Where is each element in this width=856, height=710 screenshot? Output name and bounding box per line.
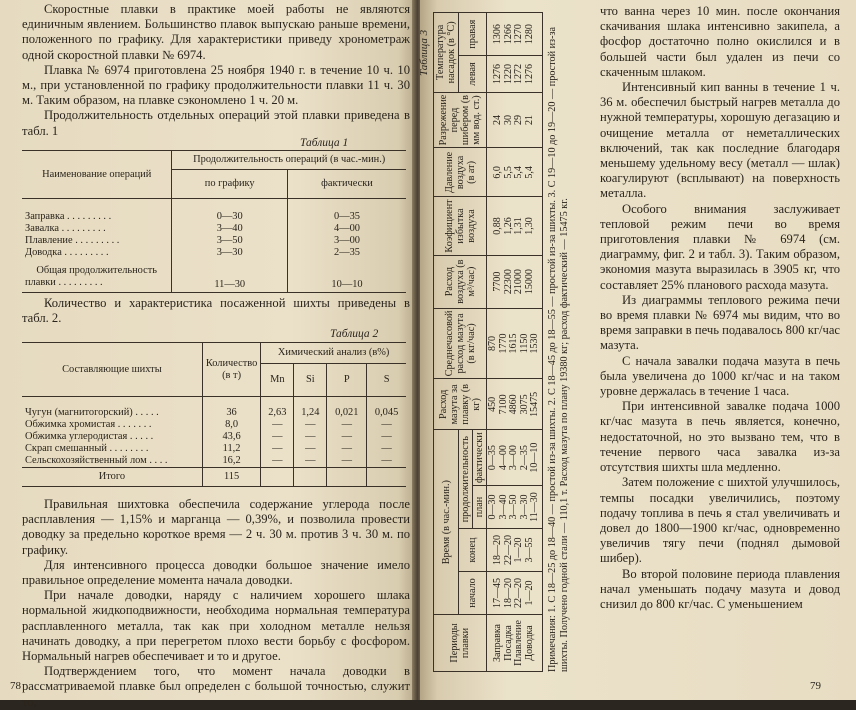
paragraph: При начале доводки, наряду с наличием хорошего шлака нормальной жидкоподвижности, необходима нормальная температура расплавленного металла, так как при холодном металле нельзя начинать доводку, а при перегретом плохо вести борьбу с фосфором. Нормальный нагрев обеспечивает и то и другое. — [22, 588, 410, 664]
paragraph: Для интенсивного процесса доводки большое значение имело правильное определение момента начала доводки. — [22, 557, 410, 588]
table-row: Завалка . . . . . . . . . 3—40 4—00 — [22, 223, 406, 235]
table3-caption: Таблица 3 — [418, 29, 430, 76]
paragraph: что ванна через 10 мин. после окончания скачивания шлака интенсивно закипела, а фосфор достаточно полно окислился и в большей части был удален из печи со скаченным шлаком. — [600, 4, 840, 79]
left-page-bottom-text — [22, 497, 410, 710]
table1: Наименование операций Продолжительность операций (в час.-мин.) по графику фактически Заправка . . . . . . . . . 0—30 0—35 Завалка . . . . . . . . . 3—40 4—00 Плавление . . . . . . . . . 3—50 3—00 Доводка . . . . . . . . . 3—30 2—35 Общая продолжительность плавки . . . . . . . . . 11—30 10—10 — [22, 150, 406, 293]
paragraph: При интенсивной завалке подача 1000 кг/час мазута в печь является, конечно, недостаточной, но это вызвано тем, что в течение первого часа завалка из-за отсутствия шихты шла медленно. — [600, 399, 840, 475]
right-page-text — [600, 4, 840, 612]
left-page — [0, 0, 415, 709]
table-row: Обжимка хромистая . . . . . . . 8,0 — — — — — [22, 419, 406, 431]
page-number-right: 79 — [810, 680, 821, 692]
paragraph: Затем положение с шихтой улучшилось, темпы посадки увеличились, поэтому подачу топлива в печь я стал увеличивать и довел до 1800—1900 кг/час, одновременно увеличив тягу печи (поднял дымовой шибер). — [600, 475, 840, 566]
table1-header-group: Продолжительность операций (в час.-мин.) — [172, 151, 406, 170]
table1-header-plan: по графику — [172, 170, 288, 199]
table-row: Чугун (магнитогорский) . . . . . 36 2,63 1,24 0,021 0,045 — [22, 407, 406, 419]
paragraph: Из диаграммы теплового режима печи во время плавки № 6974 мы видим, что во время заправки в печь подавалось 800 кг/час мазута. — [600, 292, 840, 353]
table-row: Плавление . . . . . . . . . 3—50 3—00 — [22, 235, 406, 247]
table-row: Заправка . . . . . . . . . 0—30 0—35 — [22, 211, 406, 223]
paragraph: Интенсивный кип ванны в течение 1 ч. 36 м. обеспечил быстрый нагрев металла до нужной температуры, хорошую дегазацию и очищение металла от неметаллических включений, так как последние благодаря меньшему удельному весу (металл — шлак) коагулируют (всплывают) на поверхность металла. — [600, 80, 840, 201]
table1-header-fact: фактически — [288, 170, 406, 199]
paragraph: Скоростные плавки в практике моей работы не являются единичным явлением. Большинство плавок выпускаю раньше времени, положенного по графику. Для характеристики приведу хронометраж одной скоростной плавки № 6974. — [22, 2, 410, 62]
left-page-top-text — [22, 2, 410, 139]
table-row: плавки . . . . . . . . . 11—30 10—10 — [22, 277, 406, 293]
table-row: Обжимка углеродистая . . . . . 43,6 — — — — — [22, 431, 406, 443]
paragraph: Во второй половине периода плавления начал уменьшать подачу мазута и довод снизил до 800 кг/час. С уменьшением — [600, 566, 840, 611]
table2: Составляющие шихты Количество (в т) Химический анализ (в%) Mn Si P S Чугун (магнитогорский) . . . . . 36 2,63 1,24 0,021 0,045 Обжимка хромистая . . . . . . . 8,0 — — — — Обжимка углеродистая . . . . . 43,6 — — — — Скрап смешанный . . . . . . . . 11,2 — — — — Сельскохозяйственный лом . . . . 16,2 — — — — Итого 115 — [22, 342, 406, 487]
table3-rotated-wrapper — [418, 4, 598, 676]
paragraph: Подтверждением того, что момент начала доводки в рассматриваемой плавке был определен с большой точностью, служит то, — [22, 664, 410, 709]
table2-caption: Таблица 2 — [330, 328, 379, 340]
paragraph: Правильная шихтовка обеспечила содержание углерода после расплавления — 1,15% и марганца — 0,39%, и позволила провести доводку за предельно короткое время — 2 ч. 30 м. против 3 ч. 30 м. по графику. — [22, 497, 410, 557]
table-row: Скрап смешанный . . . . . . . . 11,2 — — — — — [22, 443, 406, 455]
table-row: Доводка . . . . . . . . . 3—30 2—35 — [22, 247, 406, 259]
table2-header-comp: Составляющие шихты — [22, 343, 202, 397]
paragraph: Продолжительность отдельных операций этой плавки приведена в табл. 1 — [22, 108, 410, 138]
paragraph: С начала завалки подача мазута в печь была увеличена до 1000 кг/час и на таком уровне держалась в течение 1 часа. — [600, 353, 840, 399]
left-page-mid-text — [22, 296, 410, 326]
paragraph: Плавка № 6974 приготовлена 25 ноября 1940 г. в течение 10 ч. 10 м., при установленной по графику продолжительности плавки 11 ч. 30 м. Таким образом, на плавке сэкономлено 1 ч. 20 м. — [22, 62, 410, 108]
table-row: Сельскохозяйственный лом . . . . 16,2 — — — — — [22, 455, 406, 468]
table3-note: Примечания: 1. С 18—25 до 18—40 — простой из-за шихты. 2. С 18—45 до 18—55 — простой из-за шихты. 3. С 19—10 до 19—20 — простой из-за шихты. Получено годной стали — 110,1 т. Расход мазута по плану 19380 кг; расход фактический — 15475 кг. — [547, 26, 570, 672]
table-row: Итого 115 — [22, 468, 406, 487]
table1-header-ops: Наименование операций — [22, 151, 172, 199]
paragraph: Особого внимания заслуживает тепловой режим печи во время приготовления плавки № 6974 (см. диаграмму, фиг. 2 и табл. 3). Таким образом, экономия мазута выразилась в 3905 кг, что составляет 25% планового расхода мазута. — [600, 201, 840, 292]
page-number-left: 78 — [10, 680, 21, 692]
table3 — [419, 10, 595, 672]
table-row: Заправка Посадка Плавление Доводка 17—45 18—20 22—20 1—20 18—20 22—20 1—20 3—55 0—30 3—40 3—50 3—30 11—30 0—35 4—00 3—00 2—35 10—10 450 7100 4860 3075 15475 870 1770 1615 1150 1530 7700 22300 21000 15000 0,88 1,26 1,31 1,30 6,0 5,5 5,4 5,4 24 30 29 21 1276 1220 1272 1276 1306 1266 1270 1280 — [487, 13, 543, 672]
table2-header-qty: Количество (в т) — [202, 343, 261, 397]
paragraph: Количество и характеристика посаженной шихты приведены в табл. 2. — [22, 296, 410, 326]
table2-header-chem: Химический анализ (в%) — [261, 343, 406, 364]
table3-grid: Периоды плавки Время (в час.-мин.) Расход мазута за плавку (в кг) Среднечасовой расход мазута (в кг/час) Расход воздуха (в м³/час) Коэфициент избытка воздуха Давление воздуха (в ат) Разрежение перед шибером (в мм вод. ст.) Температура насадок (в °С) начало конец продолжительность левая правая план фактически Заправка Посадка Плавление Доводка 17—45 18—20 22—20 1—20 18—20 22—20 1—20 3—55 0—30 3—40 3—50 3—30 11—30 0—35 4—00 3—00 2—35 10—10 450 7100 4860 3075 15475 870 1770 1615 1150 1530 7700 22300 21000 15000 0,88 1,26 1,31 1,30 6,0 5,5 5,4 5,4 24 30 29 21 1276 1220 1272 1276 1306 1266 1270 1280 — [433, 12, 543, 672]
table1-caption: Таблица 1 — [300, 137, 349, 149]
